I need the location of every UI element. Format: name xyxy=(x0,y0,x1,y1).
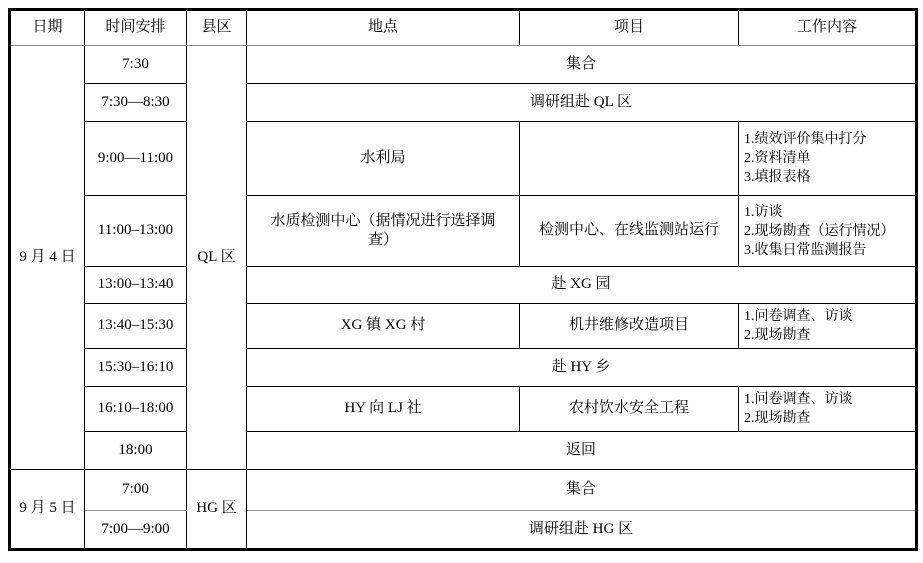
tasks-cell xyxy=(739,196,917,267)
header-cell-date: 日期 xyxy=(10,10,85,46)
table-row xyxy=(10,84,917,122)
project-cell: 检测中心、在线监测站运行 xyxy=(520,196,739,267)
project-cell xyxy=(520,122,739,196)
time-cell: 13:00–13:40 xyxy=(85,267,187,304)
tasks-cell xyxy=(739,387,917,432)
location-cell: 水利局 xyxy=(247,122,520,196)
location-cell: HY 向 LJ 社 xyxy=(247,387,520,432)
merged-activity-cell: 集合 xyxy=(247,46,917,84)
table-row xyxy=(10,432,917,470)
merged-activity-cell: 赴 XG 园 xyxy=(247,267,917,304)
location-cell: XG 镇 XG 村 xyxy=(247,304,520,349)
merged-activity-cell: 调研组赴 QL 区 xyxy=(247,84,917,122)
tasks-cell xyxy=(739,304,917,349)
table-row xyxy=(10,122,917,196)
table-row xyxy=(10,267,917,304)
time-cell: 7:30 xyxy=(85,46,187,84)
time-cell: 16:10–18:00 xyxy=(85,387,187,432)
time-cell: 18:00 xyxy=(85,432,187,470)
header-cell-time: 时间安排 xyxy=(85,10,187,46)
project-cell: 农村饮水安全工程 xyxy=(520,387,739,432)
task-line: 2.现场勘查（运行情况） xyxy=(744,223,895,239)
table-row xyxy=(10,196,917,267)
time-cell: 7:30—8:30 xyxy=(85,84,187,122)
task-line: 3.收集日常监测报告 xyxy=(744,242,867,258)
project-cell: 机井维修改造项目 xyxy=(520,304,739,349)
table-row xyxy=(10,349,917,387)
header-cell-county: 县区 xyxy=(187,10,247,46)
header-cell-work: 工作内容 xyxy=(739,10,917,46)
schedule-table xyxy=(8,8,918,551)
time-cell: 7:00—9:00 xyxy=(85,511,187,550)
tasks-cell xyxy=(739,122,917,196)
task-line: 2.资料清单 xyxy=(744,151,811,166)
county-cell: HG 区 xyxy=(187,470,247,550)
time-cell: 7:00 xyxy=(85,470,187,511)
table-row xyxy=(10,387,917,432)
task-line: 1.问卷调查、访谈 xyxy=(744,309,853,324)
merged-activity-cell: 返回 xyxy=(247,432,917,470)
task-line: 1.访谈 xyxy=(744,204,783,220)
task-line: 1.绩效评价集中打分 xyxy=(744,132,867,147)
task-line: 1.问卷调查、访谈 xyxy=(744,392,853,407)
table-row xyxy=(10,46,917,84)
table-row xyxy=(10,470,917,511)
header-cell-project: 项目 xyxy=(520,10,739,46)
date-cell: 9 月 4 日 xyxy=(10,46,85,470)
table-row xyxy=(10,511,917,550)
merged-activity-cell: 集合 xyxy=(247,470,917,511)
time-cell: 9:00—11:00 xyxy=(85,122,187,196)
time-cell: 13:40–15:30 xyxy=(85,304,187,349)
task-line: 2.现场勘查 xyxy=(744,411,811,426)
merged-activity-cell: 调研组赴 HG 区 xyxy=(247,511,917,550)
task-line: 3.填报表格 xyxy=(744,170,811,185)
time-cell: 15:30–16:10 xyxy=(85,349,187,387)
merged-activity-cell: 赴 HY 乡 xyxy=(247,349,917,387)
table-row xyxy=(10,304,917,349)
county-cell: QL 区 xyxy=(187,46,247,470)
date-cell: 9 月 5 日 xyxy=(10,470,85,550)
header-cell-location: 地点 xyxy=(247,10,520,46)
task-line: 2.现场勘查 xyxy=(744,328,811,343)
location-cell: 水质检测中心（据情况进行选择调查） xyxy=(247,196,520,267)
header-row xyxy=(10,10,917,46)
time-cell: 11:00–13:00 xyxy=(85,196,187,267)
